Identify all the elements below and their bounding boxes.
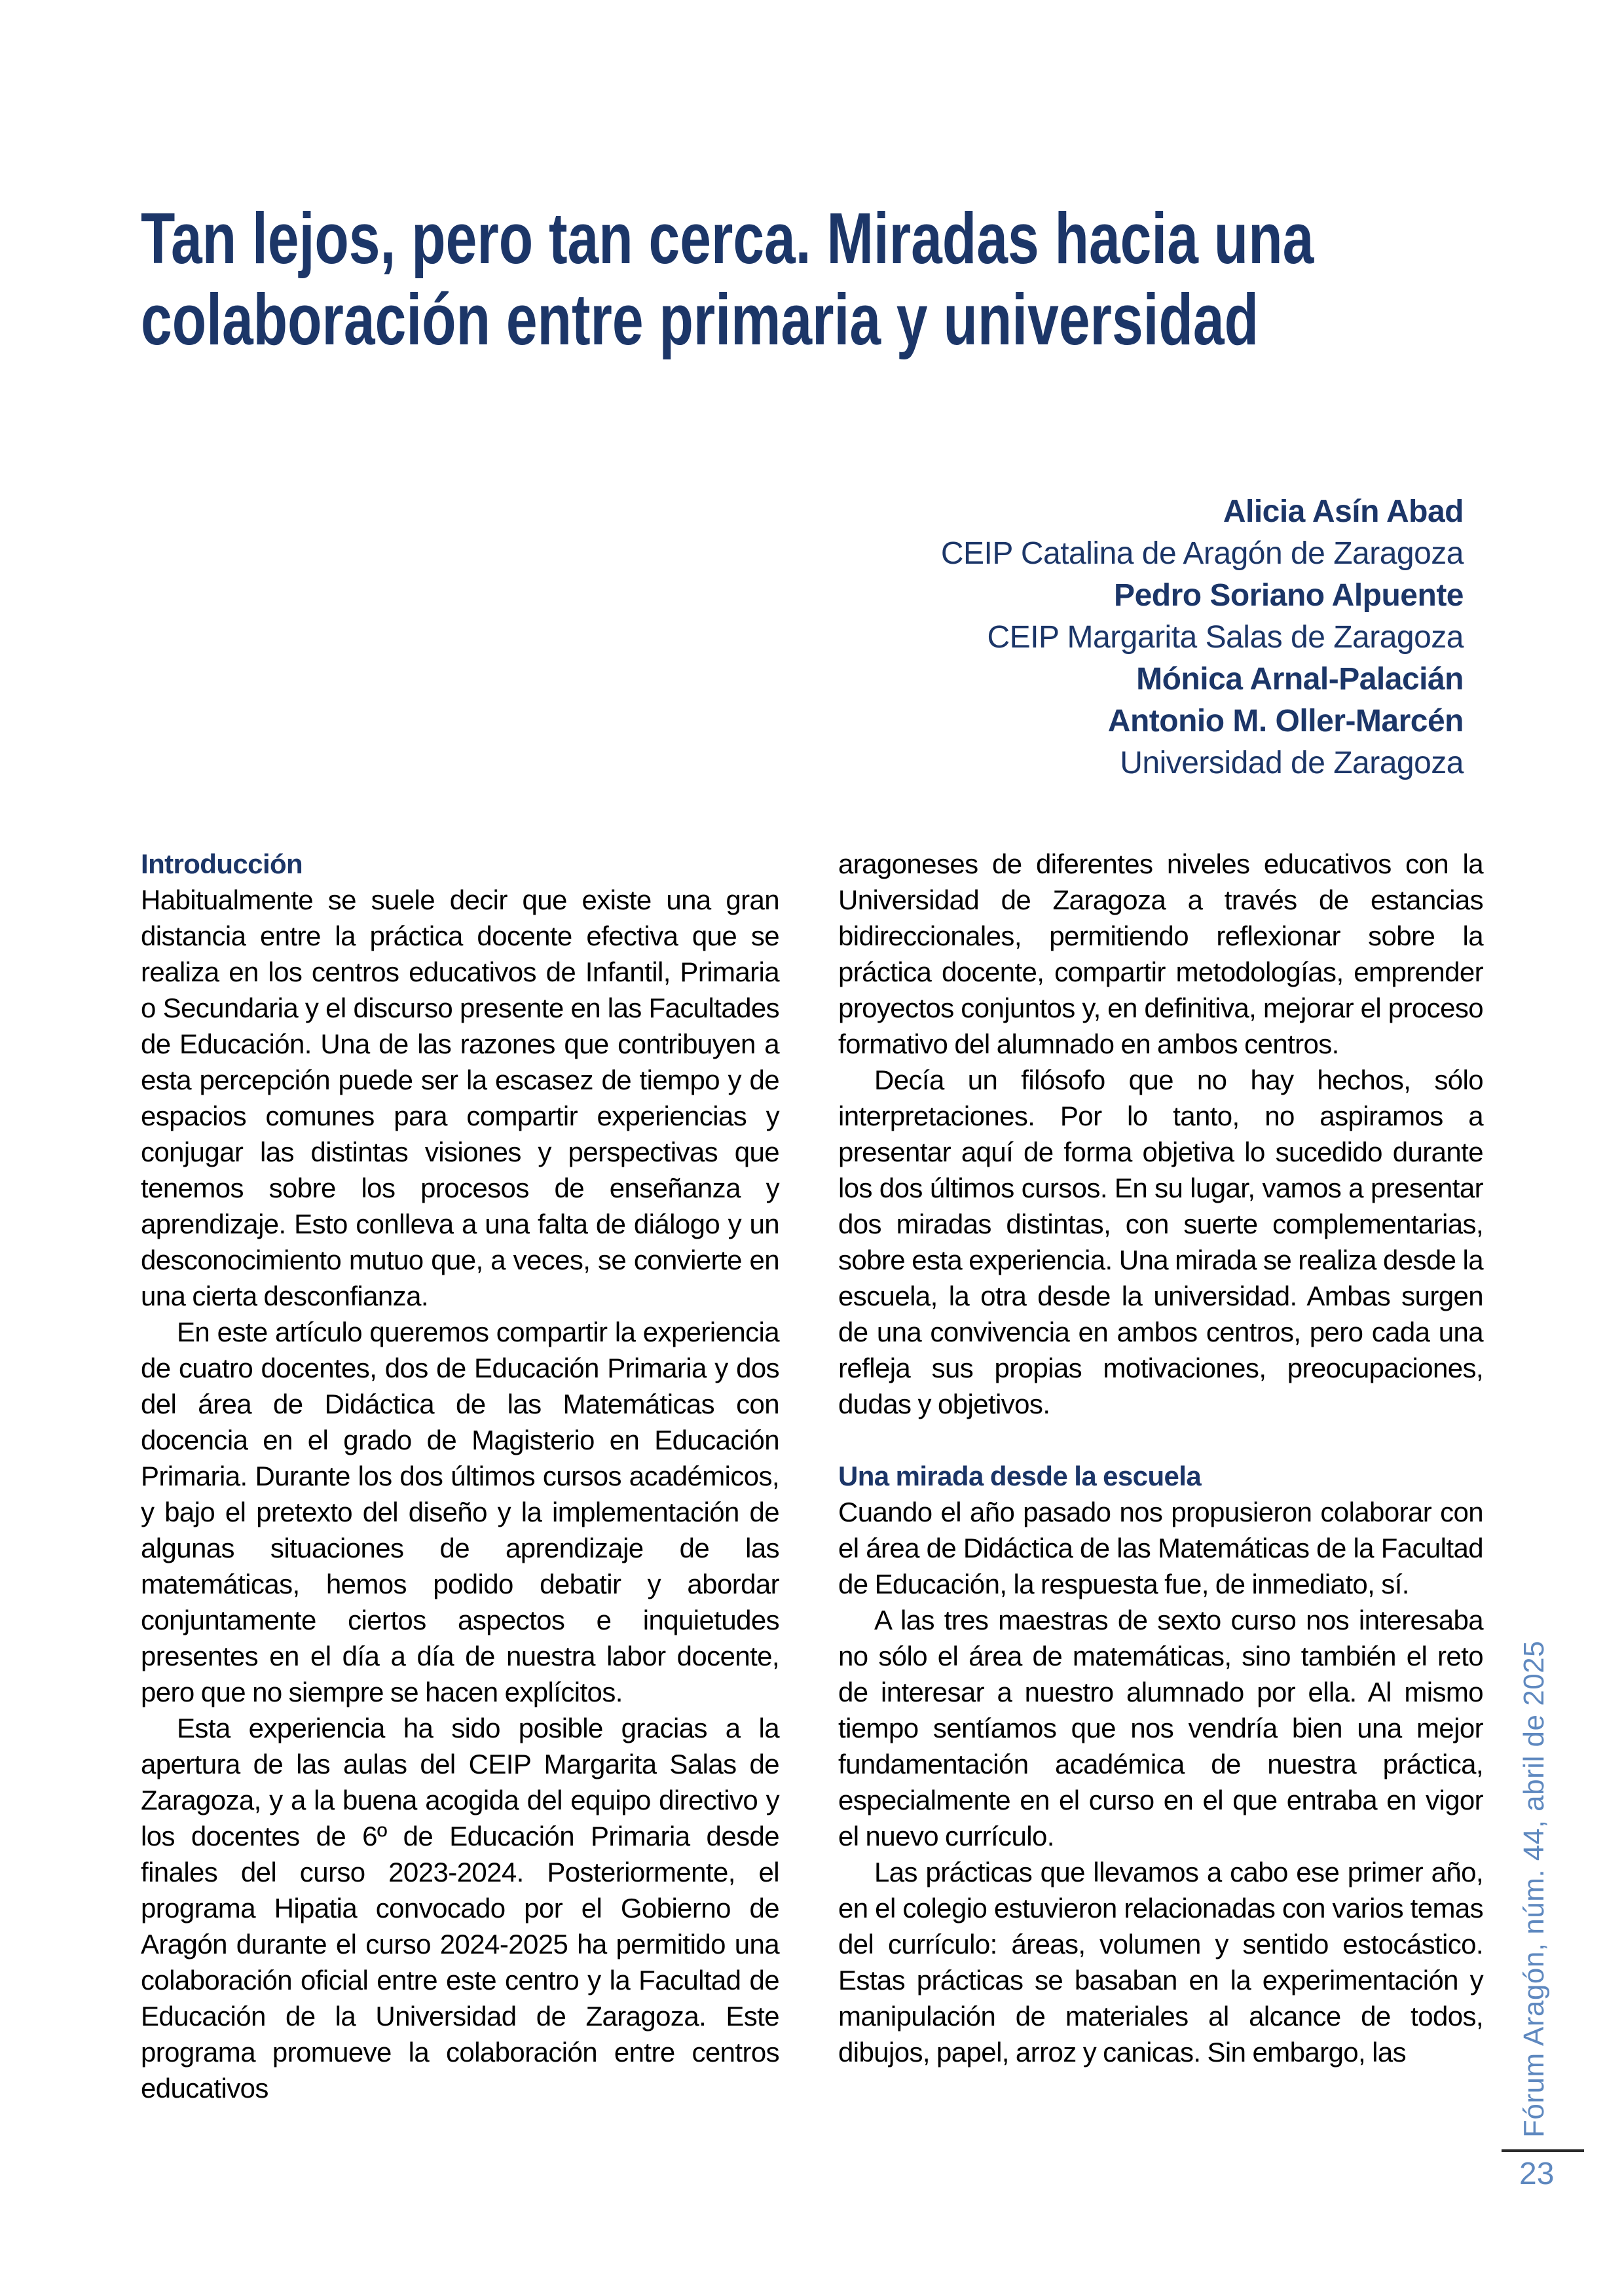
paragraph: En este artículo queremos compartir la experiencia de cuatro docentes, dos de Educación Primaria y dos del área de Didáctica de las Matemáticas con docencia en el grado de Magisterio en Educación Primaria. Durante los dos últimos cursos académicos, y bajo el pretexto del diseño y la implementación de algunas situaciones de aprendizaje de las matemáticas, hemos podido debatir y abordar conjuntamente ciertos aspectos e inquietudes presentes en el día a día de nuestra labor docente, pero que no siempre se hacen explícitos. (141, 1317, 779, 1707)
author-name: Antonio M. Oller-Marcén (1107, 704, 1464, 738)
journal-sidebar-text: Fórum Aragón, núm. 44, abril de 2025 (1518, 1640, 1550, 2138)
authors-block (941, 491, 1464, 784)
article-title-line-2: colaboración entre primaria y universidad (141, 280, 1259, 360)
author-name: Mónica Arnal-Palacián (1136, 662, 1464, 697)
article-title (141, 198, 1624, 361)
author-affiliation: Universidad de Zaragoza (1120, 746, 1464, 780)
paragraph: Habitualmente se suele decir que existe una gran distancia entre la práctica docente efectiva que se realiza en los centros educativos de Infantil, Primaria o Secundaria y el discurso presente en las Facultades de Educación. Una de las razones que contribuyen a esta percepción puede ser la escasez de tiempo y de espacios comunes para compartir experiencias y conjugar las distintas visiones y perspectivas que tenemos sobre los procesos de enseñanza y aprendizaje. Esto conlleva a una falta de diálogo y un desconocimiento mutuo que, a veces, se convierte en una cierta desconfianza. (141, 884, 779, 1311)
section-heading-introduccion: Introducción (141, 848, 303, 879)
author-affiliation: CEIP Catalina de Aragón de Zaragoza (940, 536, 1464, 571)
paragraph: Las prácticas que llevamos a cabo ese primer año, en el colegio estuvieron relacionadas con varios temas del currículo: áreas, volumen y sentido estocástico. Estas prácticas se basaban en la experimentación y manipulación de materiales al alcance de todos, dibujos, papel, arroz y canicas. Sin embargo, las (838, 1857, 1483, 2068)
left-column (141, 846, 779, 2106)
author-name: Alicia Asín Abad (1223, 494, 1464, 529)
paragraph: Cuando el año pasado nos propusieron colaborar con el área de Didáctica de las Matemáticas de la Facultad de Educación, la respuesta fue, de inmediato, sí. (838, 1497, 1483, 1599)
author-name: Pedro Soriano Alpuente (1114, 578, 1464, 613)
footer-rule (1502, 2149, 1584, 2152)
section-heading-una-mirada-desde-la-escuela: Una mirada desde la escuela (838, 1461, 1202, 1491)
paragraph: aragoneses de diferentes niveles educativos con la Universidad de Zaragoza a través de estancias bidireccionales, permitiendo reflexionar sobre la práctica docente, compartir metodologías, emprender proyectos conjuntos y, en definitiva, mejorar el proceso formativo del alumnado en ambos centros. (838, 848, 1483, 1059)
page-number: 23 (1519, 2157, 1555, 2191)
paragraph: A las tres maestras de sexto curso nos interesaba no sólo el área de matemáticas, sino también el reto de interesar a nuestro alumnado por ella. Al mismo tiempo sentíamos que nos vendría bien una mejor fundamentación académica de nuestra práctica, especialmente en el curso en el que entraba en vigor el nuevo currículo. (838, 1605, 1483, 1851)
paragraph: Decía un filósofo que no hay hechos, sólo interpretaciones. Por lo tanto, no aspiramos a presentar aquí de forma objetiva lo sucedido durante los dos últimos cursos. En su lugar, vamos a presentar dos miradas distintas, con suerte complementarias, sobre esta experiencia. Una mirada se realiza desde la escuela, la otra desde la universidad. Ambas surgen de una convivencia en ambos centros, pero cada una refleja sus propias motivaciones, preocupaciones, dudas y objetivos. (838, 1065, 1483, 1419)
right-column (838, 846, 1483, 2070)
article-title-line-1: Tan lejos, pero tan cerca. Miradas hacia una (141, 198, 1314, 279)
paragraph: Esta experiencia ha sido posible gracias a la apertura de las aulas del CEIP Margarita Salas de Zaragoza, y a la buena acogida del equipo directivo y los docentes de 6º de Educación Primaria desde finales del curso 2023-2024. Posteriormente, el programa Hipatia convocado por el Gobierno de Aragón durante el curso 2024-2025 ha permitido una colaboración oficial entre este centro y la Facultad de Educación de la Universidad de Zaragoza. Este programa promueve la colaboración entre centros educativos (141, 1713, 779, 2104)
author-affiliation: CEIP Margarita Salas de Zaragoza (987, 620, 1464, 655)
